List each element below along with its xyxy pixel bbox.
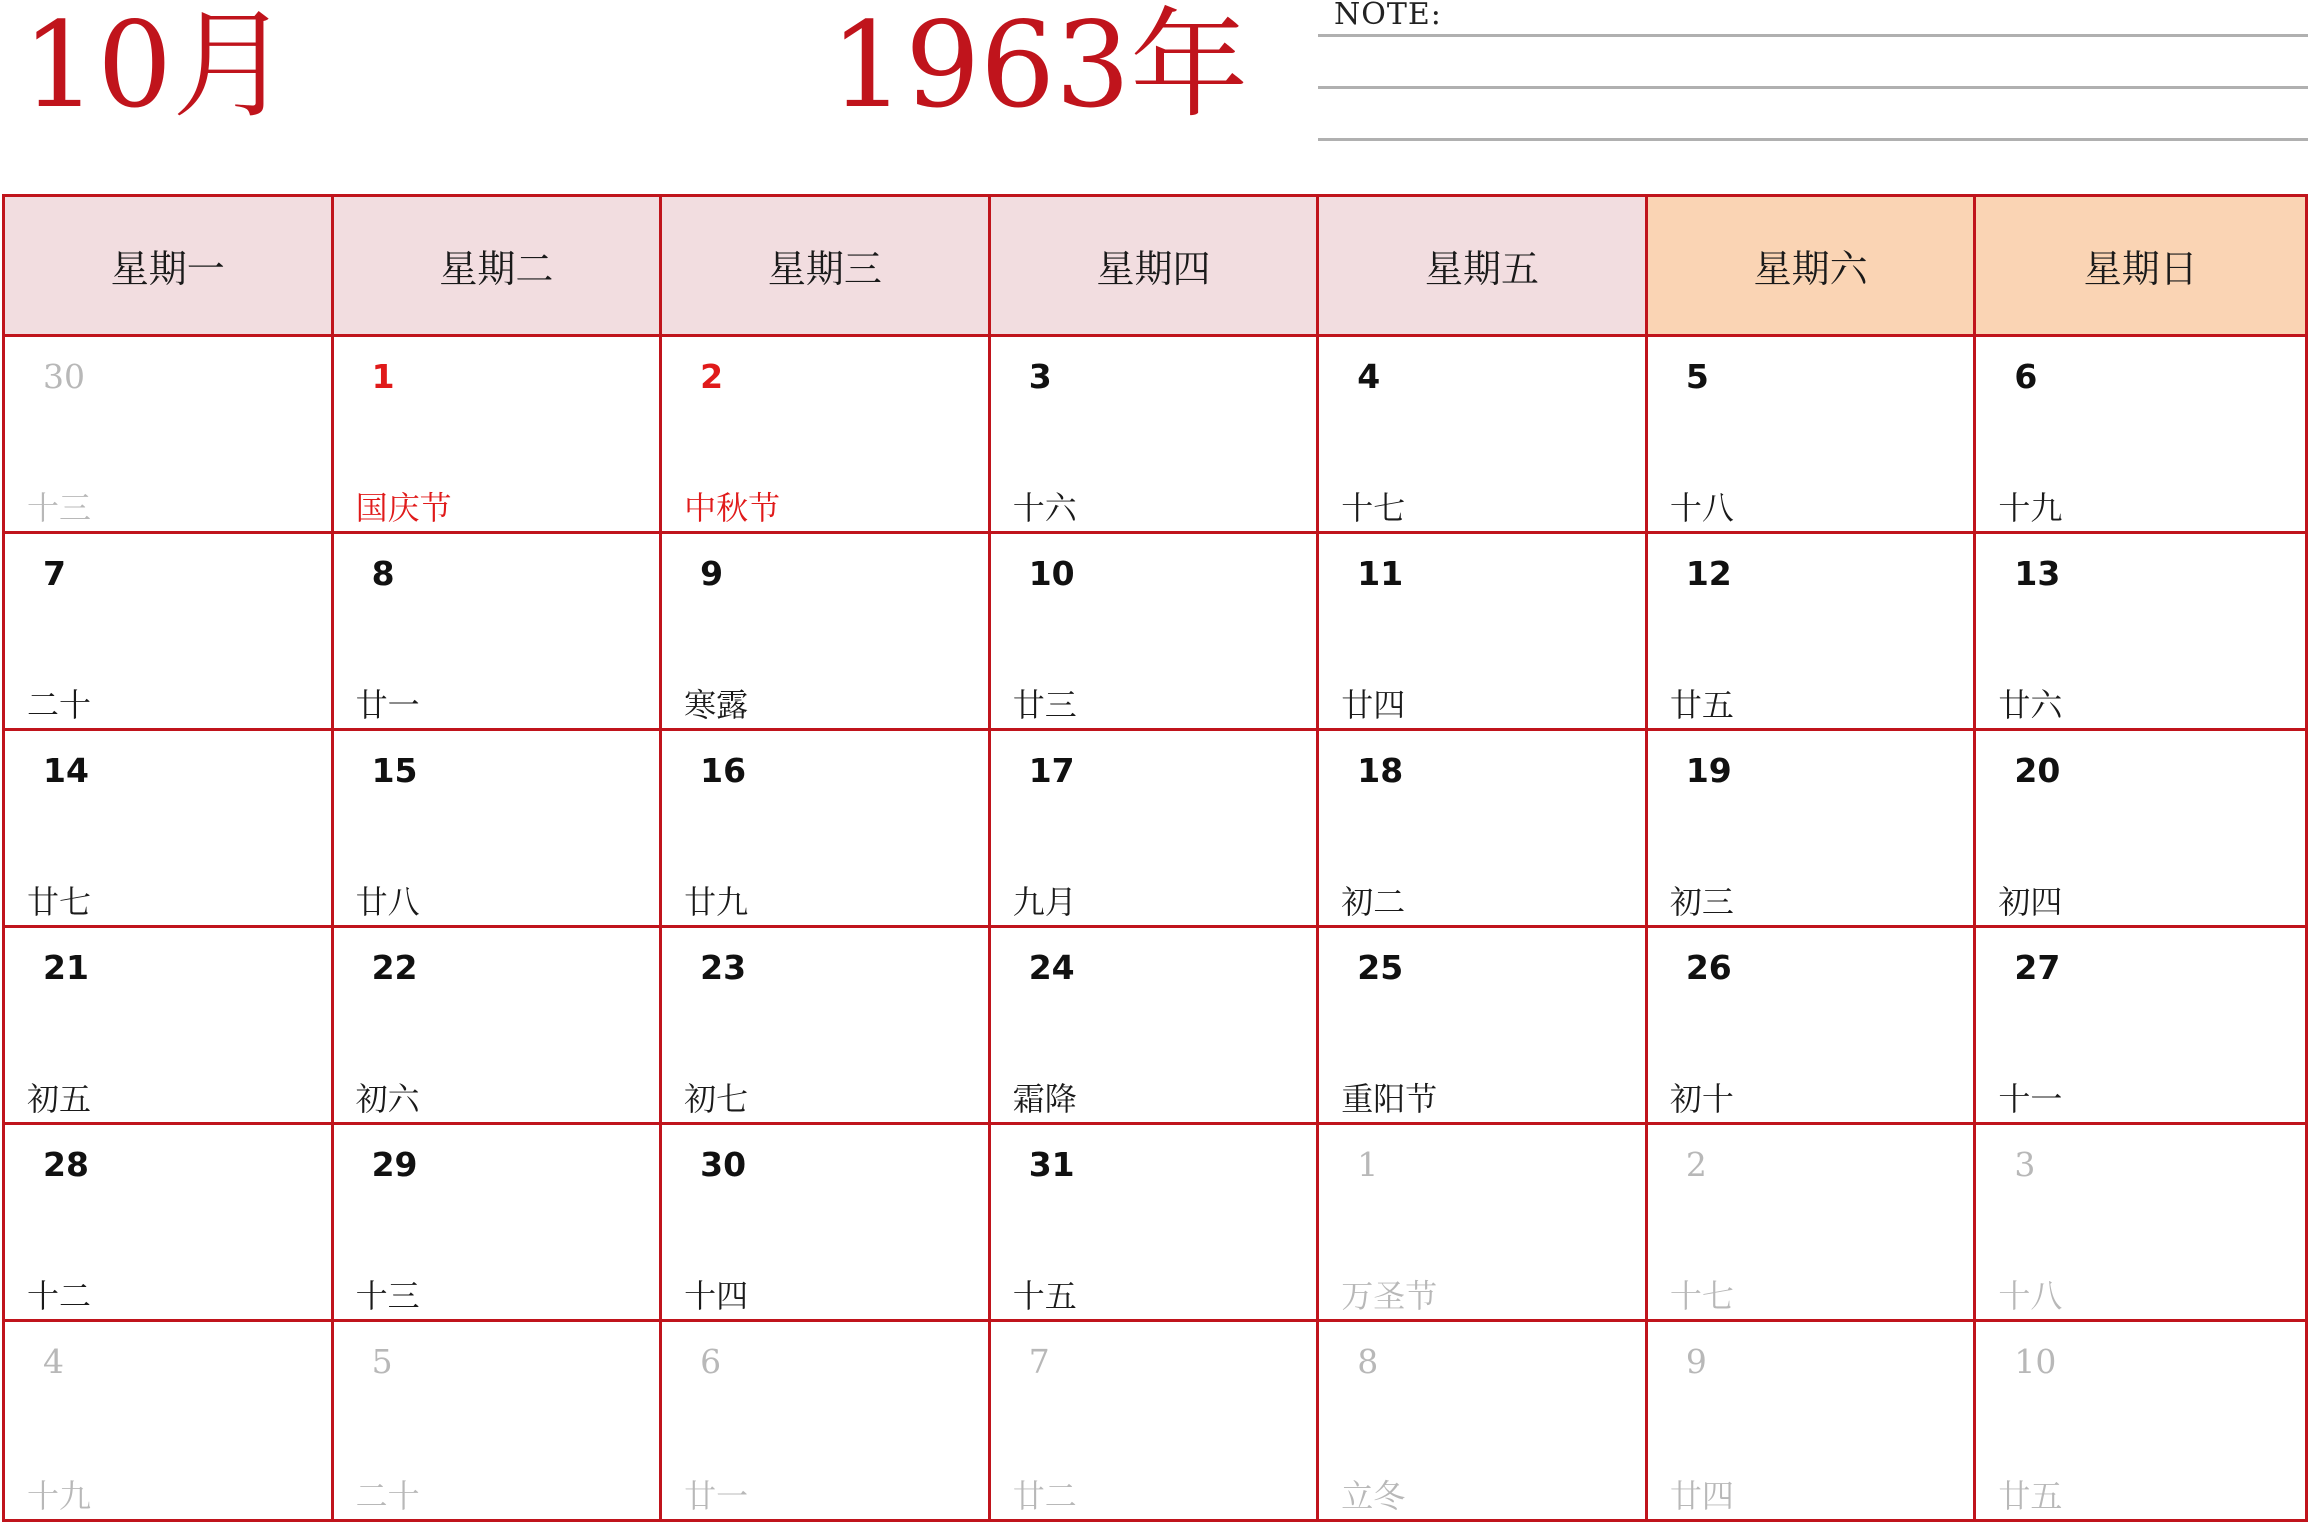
day-number: 15 <box>371 751 418 790</box>
day-number: 7 <box>1028 1342 1050 1381</box>
note-line <box>1318 86 2308 89</box>
note-label: NOTE: <box>1334 0 1442 32</box>
day-number: 10 <box>2014 1342 2057 1381</box>
day-cell[interactable] <box>334 534 663 731</box>
lunar-date: 初六 <box>355 1080 420 1118</box>
day-number: 3 <box>2014 1145 2036 1184</box>
lunar-date: 二十 <box>27 686 92 724</box>
day-cell[interactable] <box>334 1322 663 1519</box>
day-number: 14 <box>43 751 89 790</box>
lunar-date: 廿五 <box>1669 686 1734 724</box>
day-number: 6 <box>2014 357 2038 396</box>
day-number: 9 <box>1685 1342 1707 1381</box>
lunar-date: 十二 <box>27 1277 92 1315</box>
lunar-date: 十七 <box>1669 1277 1734 1315</box>
lunar-date: 立冬 <box>1341 1477 1406 1515</box>
day-cell[interactable] <box>5 337 334 534</box>
lunar-date: 廿一 <box>684 1477 749 1515</box>
month-title: 10月 <box>22 0 291 134</box>
day-cell[interactable] <box>1976 1322 2305 1519</box>
lunar-date: 十四 <box>684 1277 749 1315</box>
weekday-header: 星期五 <box>1319 197 1648 337</box>
lunar-date: 廿四 <box>1669 1477 1734 1515</box>
day-number: 3 <box>1028 357 1052 396</box>
day-number: 26 <box>1685 948 1732 987</box>
day-cell[interactable] <box>1648 534 1977 731</box>
day-cell[interactable] <box>1648 337 1977 534</box>
lunar-date: 初二 <box>1341 883 1406 921</box>
day-number: 19 <box>1685 751 1732 790</box>
day-cell[interactable] <box>334 1125 663 1322</box>
day-cell[interactable] <box>991 731 1320 928</box>
day-cell[interactable] <box>1976 534 2305 731</box>
day-number: 30 <box>700 1145 747 1184</box>
day-number: 18 <box>1357 751 1404 790</box>
day-number: 1 <box>371 357 395 396</box>
lunar-date: 初三 <box>1669 883 1734 921</box>
day-cell[interactable] <box>5 1322 334 1519</box>
day-number: 12 <box>1685 554 1732 593</box>
day-number: 11 <box>1357 554 1404 593</box>
day-number: 1 <box>1357 1145 1379 1184</box>
day-number: 4 <box>43 1342 64 1381</box>
day-number: 24 <box>1028 948 1075 987</box>
lunar-date: 重阳节 <box>1341 1080 1438 1118</box>
lunar-date: 中秋节 <box>684 489 781 527</box>
day-number: 8 <box>371 554 395 593</box>
day-cell[interactable] <box>662 928 991 1125</box>
day-number: 20 <box>2014 751 2061 790</box>
note-area <box>1318 0 2308 140</box>
weekday-header: 星期四 <box>991 197 1320 337</box>
lunar-date: 廿八 <box>355 883 420 921</box>
day-cell[interactable] <box>662 534 991 731</box>
lunar-date: 十三 <box>27 489 92 527</box>
day-number: 10 <box>1028 554 1075 593</box>
day-cell[interactable] <box>334 337 663 534</box>
lunar-date: 十九 <box>27 1477 92 1515</box>
day-cell[interactable] <box>1319 928 1648 1125</box>
day-cell[interactable] <box>662 337 991 534</box>
day-cell[interactable] <box>5 534 334 731</box>
day-number: 7 <box>43 554 66 593</box>
lunar-date: 廿二 <box>1012 1477 1077 1515</box>
day-cell[interactable] <box>1976 1125 2305 1322</box>
weekday-header: 星期一 <box>5 197 334 337</box>
day-number: 25 <box>1357 948 1404 987</box>
lunar-date: 廿四 <box>1341 686 1406 724</box>
day-cell[interactable] <box>1319 1322 1648 1519</box>
weekday-header: 星期二 <box>334 197 663 337</box>
day-number: 13 <box>2014 554 2061 593</box>
day-cell[interactable] <box>991 928 1320 1125</box>
day-cell[interactable] <box>1648 1322 1977 1519</box>
day-number: 17 <box>1028 751 1075 790</box>
lunar-date: 廿三 <box>1012 686 1077 724</box>
lunar-date: 霜降 <box>1012 1080 1077 1118</box>
day-number: 27 <box>2014 948 2061 987</box>
lunar-date: 寒露 <box>684 686 749 724</box>
lunar-date: 九月 <box>1012 883 1077 921</box>
day-cell[interactable] <box>662 1125 991 1322</box>
day-cell[interactable] <box>991 337 1320 534</box>
day-cell[interactable] <box>1648 928 1977 1125</box>
day-cell[interactable] <box>1319 731 1648 928</box>
weekday-header: 星期三 <box>662 197 991 337</box>
lunar-date: 廿七 <box>27 883 92 921</box>
day-cell[interactable] <box>991 1322 1320 1519</box>
weekday-header: 星期日 <box>1976 197 2305 337</box>
day-number: 31 <box>1028 1145 1075 1184</box>
lunar-date: 万圣节 <box>1341 1277 1438 1315</box>
lunar-date: 初四 <box>1998 883 2063 921</box>
day-cell[interactable] <box>991 534 1320 731</box>
note-line <box>1318 138 2308 141</box>
day-number: 8 <box>1357 1342 1379 1381</box>
lunar-date: 十八 <box>1669 489 1734 527</box>
day-cell[interactable] <box>1648 731 1977 928</box>
lunar-date: 廿六 <box>1998 686 2063 724</box>
day-cell[interactable] <box>1319 1125 1648 1322</box>
lunar-date: 十八 <box>1998 1277 2063 1315</box>
day-cell[interactable] <box>662 731 991 928</box>
day-cell[interactable] <box>334 928 663 1125</box>
day-cell[interactable] <box>1976 731 2305 928</box>
day-number: 23 <box>700 948 747 987</box>
day-cell[interactable] <box>5 731 334 928</box>
day-cell[interactable] <box>5 928 334 1125</box>
day-number: 5 <box>1685 357 1709 396</box>
day-number: 5 <box>371 1342 393 1381</box>
day-cell[interactable] <box>334 731 663 928</box>
day-number: 4 <box>1357 357 1381 396</box>
day-number: 2 <box>700 357 724 396</box>
lunar-date: 初十 <box>1669 1080 1734 1118</box>
lunar-date: 廿九 <box>684 883 749 921</box>
lunar-date: 十一 <box>1998 1080 2063 1118</box>
lunar-date: 十三 <box>355 1277 420 1315</box>
day-number: 28 <box>43 1145 89 1184</box>
lunar-date: 十七 <box>1341 489 1406 527</box>
weekday-header: 星期六 <box>1648 197 1977 337</box>
lunar-date: 初五 <box>27 1080 92 1118</box>
day-number: 2 <box>1685 1145 1707 1184</box>
lunar-date: 廿一 <box>355 686 420 724</box>
day-number: 22 <box>371 948 418 987</box>
day-cell[interactable] <box>1976 337 2305 534</box>
day-number: 6 <box>700 1342 722 1381</box>
day-number: 9 <box>700 554 724 593</box>
lunar-date: 初七 <box>684 1080 749 1118</box>
day-number: 29 <box>371 1145 418 1184</box>
day-number: 30 <box>43 357 85 396</box>
day-number: 16 <box>700 751 747 790</box>
lunar-date: 二十 <box>355 1477 420 1515</box>
lunar-date: 十九 <box>1998 489 2063 527</box>
day-cell[interactable] <box>1319 337 1648 534</box>
day-number: 21 <box>43 948 89 987</box>
day-cell[interactable] <box>1976 928 2305 1125</box>
day-cell[interactable] <box>1648 1125 1977 1322</box>
lunar-date: 十五 <box>1012 1277 1077 1315</box>
lunar-date: 廿五 <box>1998 1477 2063 1515</box>
calendar-grid <box>2 194 2308 1522</box>
day-cell[interactable] <box>991 1125 1320 1322</box>
lunar-date: 国庆节 <box>355 489 452 527</box>
lunar-date: 十六 <box>1012 489 1077 527</box>
note-line <box>1318 34 2308 37</box>
day-cell[interactable] <box>662 1322 991 1519</box>
year-title: 1963年 <box>830 0 1249 134</box>
day-cell[interactable] <box>1319 534 1648 731</box>
day-cell[interactable] <box>5 1125 334 1322</box>
